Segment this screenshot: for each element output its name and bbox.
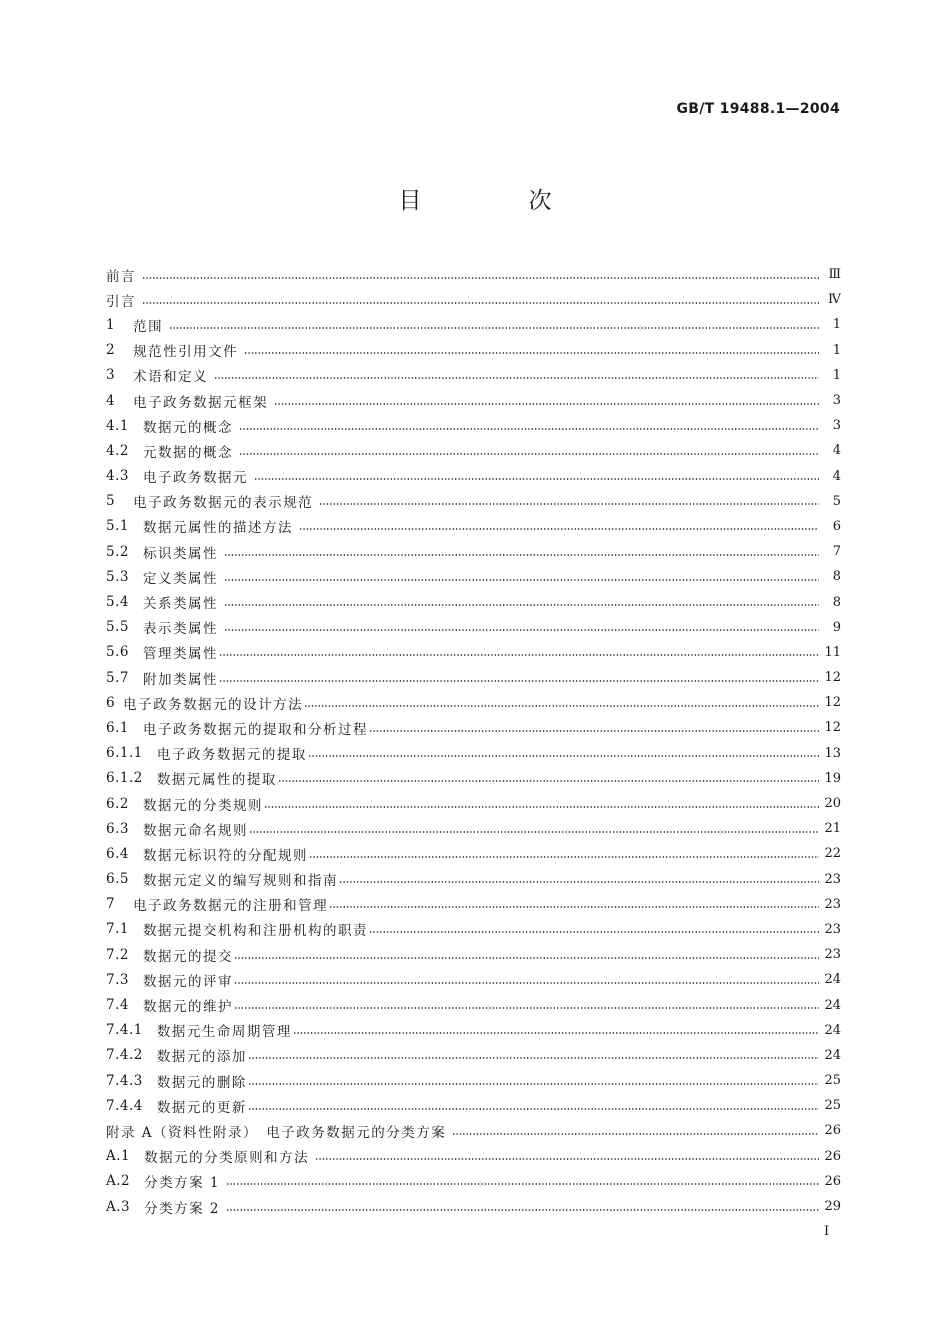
toc-entry[interactable] xyxy=(106,388,841,413)
toc-entry-number: A.2 xyxy=(106,1173,131,1190)
toc-entry[interactable] xyxy=(106,1043,841,1068)
toc-entry-page: 20 xyxy=(824,796,841,812)
toc-entry-number: 6.1.1 xyxy=(106,745,143,762)
toc-entry-title: 数据元标识符的分配规则 xyxy=(142,847,308,864)
toc-entry[interactable] xyxy=(106,1068,841,1093)
toc-entry[interactable] xyxy=(106,1169,841,1194)
toc-entry-page: 1 xyxy=(832,317,841,333)
toc-dot-leader xyxy=(274,403,819,405)
toc-entry-title: 数据元的概念 xyxy=(142,419,233,436)
toc-entry[interactable] xyxy=(106,287,841,312)
toc-entry[interactable] xyxy=(106,1194,841,1219)
toc-entry[interactable] xyxy=(106,489,841,514)
toc-entry-page: 24 xyxy=(824,972,841,988)
toc-entry-page: 6 xyxy=(832,518,841,534)
toc-entry[interactable] xyxy=(106,867,841,892)
toc-entry-title: 数据元的分类规则 xyxy=(142,797,263,814)
toc-entry-page: 5 xyxy=(832,493,841,509)
toc-entry-title: 电子政务数据元 xyxy=(142,470,248,487)
toc-entry[interactable] xyxy=(106,892,841,917)
toc-dot-leader xyxy=(249,831,819,833)
toc-entry-title: 数据元的删除 xyxy=(156,1074,247,1091)
standard-code: GB/T 19488.1—2004 xyxy=(676,101,840,117)
toc-entry[interactable] xyxy=(106,690,841,715)
toc-dot-leader xyxy=(369,730,819,732)
toc-entry-number: 2 xyxy=(106,342,116,359)
toc-entry-page: 23 xyxy=(824,896,841,912)
toc-entry[interactable] xyxy=(106,1018,841,1043)
toc-dot-leader xyxy=(309,856,819,858)
toc-entry[interactable] xyxy=(106,338,841,363)
toc-entry-number: 5.7 xyxy=(106,669,129,686)
toc-dot-leader xyxy=(248,1083,819,1085)
toc-entry[interactable] xyxy=(106,715,841,740)
toc-entry-title: 数据元定义的编写规则和指南 xyxy=(142,873,338,890)
toc-entry-page: 25 xyxy=(824,1098,841,1114)
toc-entry-page: 1 xyxy=(832,367,841,383)
toc-entry-number: A.1 xyxy=(106,1148,131,1165)
toc-dot-leader xyxy=(224,554,819,556)
toc-entry-title: 电子政务数据元框架 xyxy=(133,394,269,411)
toc-dot-leader xyxy=(369,931,819,933)
toc-dot-leader xyxy=(234,982,819,984)
toc-entry-number: 7.4.1 xyxy=(106,1022,143,1039)
toc-entry-title: 数据元生命周期管理 xyxy=(156,1024,292,1041)
toc-dot-leader xyxy=(315,1158,819,1160)
toc-entry-number: 4.1 xyxy=(106,417,129,434)
toc-entry[interactable] xyxy=(106,438,841,463)
toc-entry-number: 6 xyxy=(106,694,116,711)
toc-entry-number: 7.4 xyxy=(106,997,129,1014)
toc-dot-leader xyxy=(452,1133,819,1135)
toc-entry[interactable] xyxy=(106,262,841,287)
toc-entry-number: 1 xyxy=(106,316,116,333)
toc-entry-page: 8 xyxy=(832,594,841,610)
toc-entry-title: 数据元属性的提取 xyxy=(156,772,277,789)
table-of-contents xyxy=(106,262,841,1219)
toc-dot-leader xyxy=(248,1057,819,1059)
toc-entry[interactable] xyxy=(106,917,841,942)
toc-entry[interactable] xyxy=(106,464,841,489)
toc-entry-title: 数据元的更新 xyxy=(156,1099,247,1116)
toc-entry[interactable] xyxy=(106,312,841,337)
toc-entry-title: 元数据的概念 xyxy=(142,444,233,461)
toc-entry-title: 定义类属性 xyxy=(142,570,218,587)
toc-dot-leader xyxy=(339,881,819,883)
toc-entry[interactable] xyxy=(106,1093,841,1118)
toc-entry-page: 24 xyxy=(824,997,841,1013)
toc-entry[interactable] xyxy=(106,615,841,640)
toc-entry-page: 21 xyxy=(824,821,841,837)
toc-entry-number: 4.3 xyxy=(106,468,129,485)
toc-entry-page: 12 xyxy=(824,670,841,686)
toc-entry-page: 3 xyxy=(832,393,841,409)
toc-dot-leader xyxy=(224,579,819,581)
toc-entry-title: 数据元属性的描述方法 xyxy=(142,520,293,537)
toc-entry-title: 数据元的维护 xyxy=(142,999,233,1016)
toc-entry[interactable] xyxy=(106,1118,841,1143)
toc-entry-page: Ⅲ xyxy=(828,267,841,283)
toc-dot-leader xyxy=(226,1183,819,1185)
toc-entry-page: Ⅳ xyxy=(828,292,841,308)
toc-entry-number: A.3 xyxy=(106,1198,131,1215)
toc-entry-page: 29 xyxy=(824,1199,841,1215)
toc-entry-title: 附录 A（资料性附录） 电子政务数据元的分类方案 xyxy=(106,1124,447,1141)
toc-entry-page: 23 xyxy=(824,947,841,963)
toc-entry-page: 4 xyxy=(832,443,841,459)
toc-dot-leader xyxy=(304,705,819,707)
toc-entry-page: 11 xyxy=(824,644,841,660)
toc-entry-number: 6.3 xyxy=(106,820,129,837)
toc-entry-page: 8 xyxy=(832,569,841,585)
toc-entry-number: 5.1 xyxy=(106,518,129,535)
toc-entry-title: 术语和定义 xyxy=(133,369,209,386)
toc-entry-title: 数据元提交机构和注册机构的职责 xyxy=(142,923,368,940)
toc-entry-title: 标识类属性 xyxy=(142,545,218,562)
toc-dot-leader xyxy=(226,1209,819,1211)
toc-entry[interactable] xyxy=(106,589,841,614)
toc-entry-number: 7.1 xyxy=(106,921,129,938)
toc-entry-page: 12 xyxy=(824,695,841,711)
toc-entry-title: 管理类属性 xyxy=(142,646,218,663)
toc-entry[interactable] xyxy=(106,741,841,766)
toc-entry[interactable] xyxy=(106,942,841,967)
toc-entry-number: 7.4.2 xyxy=(106,1047,143,1064)
toc-entry-number: 5 xyxy=(106,493,116,510)
toc-entry-number: 4 xyxy=(106,392,116,409)
toc-dot-leader xyxy=(329,906,819,908)
toc-dot-leader xyxy=(219,680,819,682)
toc-entry-title: 电子政务数据元的表示规范 xyxy=(133,495,314,512)
toc-entry-page: 19 xyxy=(824,770,841,786)
toc-entry-title: 关系类属性 xyxy=(142,596,218,613)
page-number: I xyxy=(824,1224,830,1239)
toc-dot-leader xyxy=(234,1007,819,1009)
toc-entry-number: 3 xyxy=(106,367,116,384)
toc-entry-page: 4 xyxy=(832,468,841,484)
toc-dot-leader xyxy=(299,528,819,530)
toc-entry-page: 24 xyxy=(824,1047,841,1063)
toc-dot-leader xyxy=(244,352,819,354)
toc-dot-leader xyxy=(234,957,819,959)
toc-entry-title: 附加类属性 xyxy=(142,671,218,688)
toc-entry-number: 5.4 xyxy=(106,594,129,611)
toc-entry-title: 前言 xyxy=(106,268,136,285)
toc-entry-page: 13 xyxy=(824,745,841,761)
toc-entry-page: 7 xyxy=(832,544,841,560)
toc-entry-title: 范围 xyxy=(133,318,164,335)
toc-entry-page: 1 xyxy=(832,342,841,358)
toc-entry-number: 6.4 xyxy=(106,845,129,862)
toc-entry[interactable] xyxy=(106,791,841,816)
toc-entry[interactable] xyxy=(106,766,841,791)
toc-entry-number: 7.2 xyxy=(106,946,129,963)
toc-entry[interactable] xyxy=(106,640,841,665)
toc-entry[interactable] xyxy=(106,539,841,564)
toc-entry-title: 电子政务数据元的提取 xyxy=(156,747,307,764)
toc-dot-leader xyxy=(219,654,819,656)
toc-entry-page: 12 xyxy=(824,720,841,736)
toc-entry[interactable] xyxy=(106,992,841,1017)
toc-entry-page: 26 xyxy=(824,1173,841,1189)
toc-entry-number: 6.5 xyxy=(106,871,129,888)
toc-dot-leader xyxy=(142,277,819,279)
toc-dot-leader xyxy=(214,377,819,379)
toc-entry-title: 电子政务数据元的设计方法 xyxy=(123,696,304,713)
toc-dot-leader xyxy=(308,755,819,757)
toc-entry[interactable] xyxy=(106,1144,841,1169)
page-title: 目 次 xyxy=(398,188,594,214)
toc-entry-number: 6.1 xyxy=(106,719,129,736)
toc-entry-number: 7 xyxy=(106,896,116,913)
toc-entry[interactable] xyxy=(106,564,841,589)
toc-entry[interactable] xyxy=(106,363,841,388)
toc-entry[interactable] xyxy=(106,841,841,866)
toc-entry[interactable] xyxy=(106,967,841,992)
toc-entry-number: 7.3 xyxy=(106,971,129,988)
toc-dot-leader xyxy=(239,453,819,455)
toc-entry[interactable] xyxy=(106,665,841,690)
toc-entry-number: 5.2 xyxy=(106,543,129,560)
toc-dot-leader xyxy=(319,503,819,505)
toc-dot-leader xyxy=(278,780,819,782)
toc-entry-title: 数据元的添加 xyxy=(156,1049,247,1066)
toc-entry-number: 4.2 xyxy=(106,442,129,459)
toc-entry-title: 电子政务数据元的注册和管理 xyxy=(133,898,329,915)
toc-entry-title: 电子政务数据元的提取和分析过程 xyxy=(142,721,368,738)
toc-entry-number: 5.3 xyxy=(106,568,129,585)
toc-entry-number: 7.4.3 xyxy=(106,1072,143,1089)
toc-entry-page: 24 xyxy=(824,1022,841,1038)
toc-entry-page: 9 xyxy=(832,619,841,635)
toc-entry-title: 数据元的分类原则和方法 xyxy=(144,1150,310,1167)
toc-entry-page: 3 xyxy=(832,418,841,434)
toc-entry-number: 5.6 xyxy=(106,644,129,661)
toc-dot-leader xyxy=(224,629,819,631)
toc-entry-title: 表示类属性 xyxy=(142,621,218,638)
toc-entry-page: 25 xyxy=(824,1073,841,1089)
toc-entry-title: 引言 xyxy=(106,293,136,310)
toc-entry-title: 数据元的评审 xyxy=(142,973,233,990)
toc-dot-leader xyxy=(224,604,819,606)
toc-entry-number: 6.1.2 xyxy=(106,770,143,787)
toc-entry-page: 23 xyxy=(824,871,841,887)
toc-entry-page: 23 xyxy=(824,921,841,937)
toc-entry-number: 7.4.4 xyxy=(106,1097,143,1114)
toc-dot-leader xyxy=(239,428,819,430)
toc-entry-page: 26 xyxy=(824,1123,841,1139)
toc-entry[interactable] xyxy=(106,413,841,438)
toc-entry-title: 分类方案 2 xyxy=(144,1200,221,1217)
toc-entry-number: 6.2 xyxy=(106,795,129,812)
toc-entry-title: 分类方案 1 xyxy=(144,1175,221,1192)
toc-entry-title: 数据元的提交 xyxy=(142,948,233,965)
toc-dot-leader xyxy=(254,478,819,480)
toc-entry-page: 22 xyxy=(824,846,841,862)
toc-dot-leader xyxy=(264,806,819,808)
toc-entry[interactable] xyxy=(106,514,841,539)
toc-dot-leader xyxy=(169,327,819,329)
toc-entry-page: 26 xyxy=(824,1148,841,1164)
toc-entry[interactable] xyxy=(106,816,841,841)
toc-entry-number: 5.5 xyxy=(106,619,129,636)
toc-dot-leader xyxy=(293,1032,819,1034)
toc-dot-leader xyxy=(142,302,819,304)
toc-entry-title: 规范性引用文件 xyxy=(133,344,239,361)
toc-dot-leader xyxy=(248,1108,819,1110)
toc-entry-title: 数据元命名规则 xyxy=(142,822,248,839)
